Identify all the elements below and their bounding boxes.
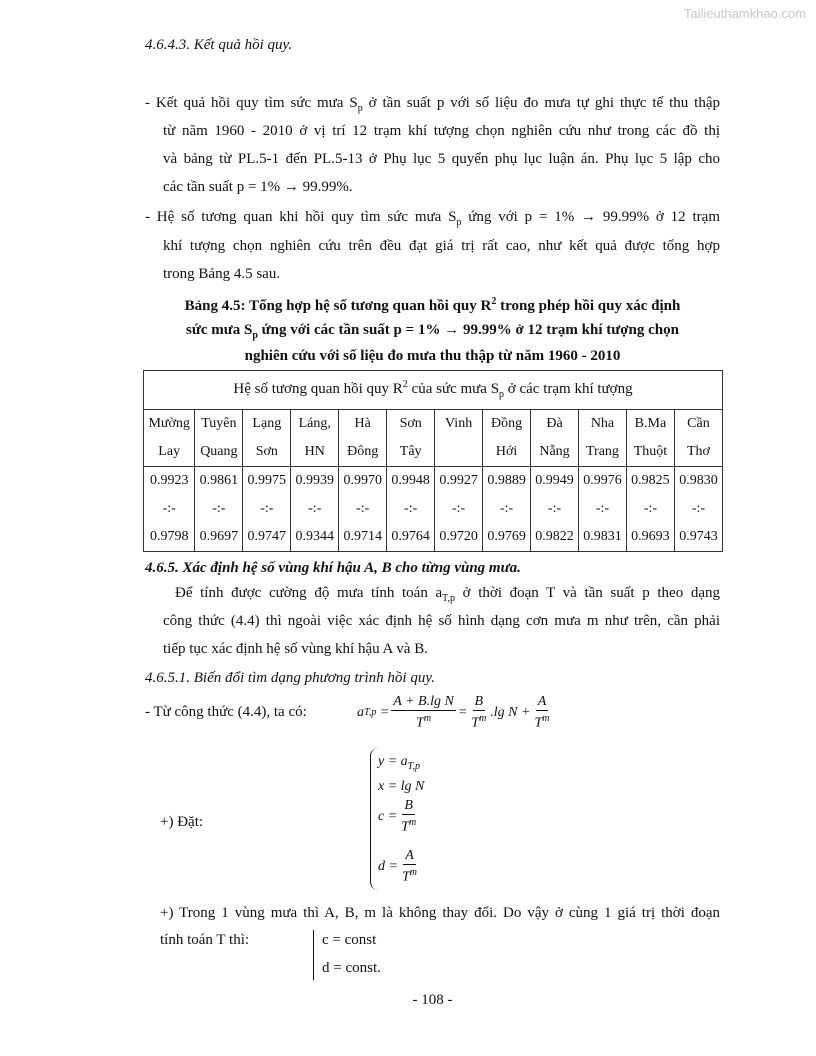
station-name-cell: HN <box>291 438 339 467</box>
case-y <box>378 754 420 772</box>
text: ứng với p = 1% → 99.99% ở 12 trạm <box>461 209 720 225</box>
station-name-cell: Đà <box>531 410 579 439</box>
station-name-cell: Nẵng <box>531 438 579 467</box>
range-separator-cell: -:- <box>339 495 387 523</box>
text-line: và bảng từ PL.5-1 đến PL.5-13 ở Phụ lục 5 quyển phụ lục luận án. Phụ lục 5 lập cho <box>163 151 720 167</box>
text: ứng với các tần suất p = 1% → 99.99% ở 12 trạm khí tượng chọn <box>257 322 679 338</box>
text-line: tiếp tục xác định hệ số vùng khí hậu A và B. <box>163 641 428 657</box>
value-cell: 0.9697 <box>195 523 243 552</box>
range-separator-cell: -:- <box>243 495 291 523</box>
section-heading: 4.6.4.3. Kết quả hồi quy. <box>145 37 293 53</box>
text: trong phép hồi quy xác định <box>496 298 681 314</box>
text: ở thời đoạn T và tần suất p theo dạng <box>455 585 720 601</box>
text: Bảng 4.5: Tổng hợp hệ số tương quan hồi quy R <box>184 298 492 314</box>
value-cell: 0.9825 <box>626 467 674 496</box>
case-c <box>378 798 420 836</box>
value-cell: 0.9714 <box>339 523 387 552</box>
text: T <box>401 869 410 885</box>
superscript: m <box>479 713 487 724</box>
const-c: c = const <box>322 932 377 948</box>
set-label: +) Đặt: <box>160 814 204 830</box>
formula-intro: - Từ công thức (4.4), ta có: <box>145 704 307 720</box>
value-cell: 0.9889 <box>483 467 531 496</box>
denominator <box>399 815 418 836</box>
subscript: T,p <box>364 707 377 719</box>
value-cell: 0.9923 <box>144 467 195 496</box>
station-name-cell: Đông <box>339 438 387 467</box>
superscript: m <box>423 713 432 724</box>
value-cell: 0.9798 <box>144 523 195 552</box>
numerator: A + B.lg N <box>393 694 454 709</box>
text: T <box>534 715 543 731</box>
superscript: 2 <box>491 296 497 307</box>
numerator: A <box>537 694 547 709</box>
text: a <box>357 704 364 720</box>
station-name-cell: Vinh <box>435 410 483 439</box>
station-name-cell: Mường <box>144 410 195 439</box>
range-separator-cell: -:- <box>626 495 674 523</box>
value-cell: 0.9747 <box>243 523 291 552</box>
range-separator-cell: -:- <box>579 495 627 523</box>
paragraph: +) Trong 1 vùng mưa thì A, B, m là không thay đổi. Do vậy ở cùng 1 giá trị thời đoạn <box>160 905 720 921</box>
station-name-cell: Tuyên <box>195 410 243 439</box>
value-cell: 0.9743 <box>674 523 722 552</box>
text: d = <box>378 858 398 874</box>
text: - Hệ số tương quan khi hồi quy tìm sức mưa S <box>145 209 457 225</box>
value-cell: 0.9975 <box>243 467 291 496</box>
station-name-cell: Thuột <box>626 438 674 467</box>
page-number: - 108 - <box>412 992 453 1008</box>
station-name-cell: Tây <box>387 438 435 467</box>
subscript: p <box>499 389 505 400</box>
range-separator-cell: -:- <box>483 495 531 523</box>
value-cell: 0.9948 <box>387 467 435 496</box>
text: c = <box>378 808 398 824</box>
text: của sức mưa S <box>407 381 500 397</box>
subscript: T,p <box>442 593 456 604</box>
numerator: A <box>405 848 414 863</box>
range-separator-cell: -:- <box>674 495 722 523</box>
range-separator-cell: -:- <box>435 495 483 523</box>
fraction <box>399 798 418 836</box>
value-cell: 0.9976 <box>579 467 627 496</box>
value-cell: 0.9769 <box>483 523 531 552</box>
superscript: m <box>409 867 417 878</box>
value-cell: 0.9939 <box>291 467 339 496</box>
range-separator-cell: -:- <box>195 495 243 523</box>
fraction <box>532 694 551 732</box>
station-name-cell <box>435 438 483 467</box>
station-name-cell: Sơn <box>243 438 291 467</box>
section-heading: 4.6.5.1. Biến đổi tìm dạng phương trình hồi quy. <box>145 670 435 686</box>
station-name-cell: Trang <box>579 438 627 467</box>
formula: a T,p = $\frac{\text{A + B.lg N}}{T^m}$ = $\frac{B}{T^m}$ .lg N + $\frac{A}{T^m}$ <box>357 694 550 731</box>
range-separator-cell: -:- <box>531 495 579 523</box>
text-line: công thức (4.4) thì ngoài việc xác định hệ số hình dạng cơn mưa m như trên, cần phải <box>163 613 720 629</box>
range-separator-cell: -:- <box>144 495 195 523</box>
station-name-cell: Nha <box>579 410 627 439</box>
text: sức mưa S <box>186 322 253 338</box>
text: y = a <box>378 754 408 769</box>
text: T <box>401 819 409 835</box>
fraction <box>469 694 488 732</box>
value-cell: 0.9764 <box>387 523 435 552</box>
value-cell: 0.9693 <box>626 523 674 552</box>
text-line: từ năm 1960 - 2010 ở vị trí 12 trạm khí tượng chọn nghiên cứu như trong các đồ thị <box>163 123 720 139</box>
fraction <box>391 694 456 732</box>
denominator <box>414 711 433 732</box>
range-separator-cell: -:- <box>291 495 339 523</box>
text: T <box>471 715 480 731</box>
station-name-cell: Thơ <box>674 438 722 467</box>
value-cell: 0.9720 <box>435 523 483 552</box>
station-name-cell: Quang <box>195 438 243 467</box>
case-x: x = lg N <box>378 779 425 794</box>
text-line: tính toán T thì: <box>160 932 250 948</box>
text: Để tính được cường độ mưa tính toán a <box>175 585 443 601</box>
superscript: m <box>408 817 417 828</box>
table-header <box>144 371 723 410</box>
value-cell: 0.9970 <box>339 467 387 496</box>
value-cell: 0.9927 <box>435 467 483 496</box>
text-line: trong Bảng 4.5 sau. <box>163 266 281 282</box>
station-name-cell: B.Ma <box>626 410 674 439</box>
text-line: các tần suất p = 1% → 99.99%. <box>163 179 353 195</box>
station-name-cell: Cần <box>674 410 722 439</box>
station-name-cell: Lạng <box>243 410 291 439</box>
denominator <box>532 711 551 732</box>
superscript: 2 <box>402 379 408 390</box>
station-name-cell: Láng, <box>291 410 339 439</box>
range-separator-cell: -:- <box>387 495 435 523</box>
text: - Kết quả hồi quy tìm sức mưa S <box>145 95 358 111</box>
value-cell: 0.9831 <box>579 523 627 552</box>
value-cell: 0.9822 <box>531 523 579 552</box>
vertical-bar <box>313 930 314 980</box>
watermark: Tailieuthamkhao.com <box>683 6 806 21</box>
subscript: p <box>357 103 363 114</box>
denominator <box>400 865 419 886</box>
station-name-cell: Hới <box>483 438 531 467</box>
text: T <box>416 715 424 731</box>
station-name-cell: Hà <box>339 410 387 439</box>
value-cell: 0.9344 <box>291 523 339 552</box>
text: .lg N + <box>490 704 531 720</box>
const-d: d = const. <box>322 960 381 976</box>
case-d <box>378 848 421 886</box>
numerator: B <box>474 694 484 709</box>
subscript: p <box>456 217 462 228</box>
denominator <box>469 711 488 732</box>
subscript: T,p <box>407 760 420 772</box>
numerator: B <box>404 798 413 813</box>
correlation-table <box>143 370 723 552</box>
text: ở tần suất p với số liệu đo mưa tự ghi thực tế thu thập <box>362 95 721 111</box>
subscript: p <box>252 330 258 341</box>
table-title: nghiên cứu với số liệu đo mưa thu thập từ năm 1960 - 2010 <box>244 348 621 364</box>
fraction <box>400 848 419 886</box>
station-name-cell: Sơn <box>387 410 435 439</box>
superscript: m <box>542 713 550 724</box>
station-name-cell: Lay <box>144 438 195 467</box>
value-cell: 0.9861 <box>195 467 243 496</box>
text: ở các trạm khí tượng <box>504 381 633 397</box>
text-line: khí tượng chọn nghiên cứu trên đều đạt giá trị rất cao, như kết quả được tổng hợp <box>163 238 720 254</box>
value-cell: 0.9830 <box>674 467 722 496</box>
value-cell: 0.9949 <box>531 467 579 496</box>
station-name-cell: Đồng <box>483 410 531 439</box>
section-heading: 4.6.5. Xác định hệ số vùng khí hậu A, B cho từng vùng mưa. <box>145 560 521 576</box>
text: Hệ số tương quan hồi quy R <box>233 381 403 397</box>
